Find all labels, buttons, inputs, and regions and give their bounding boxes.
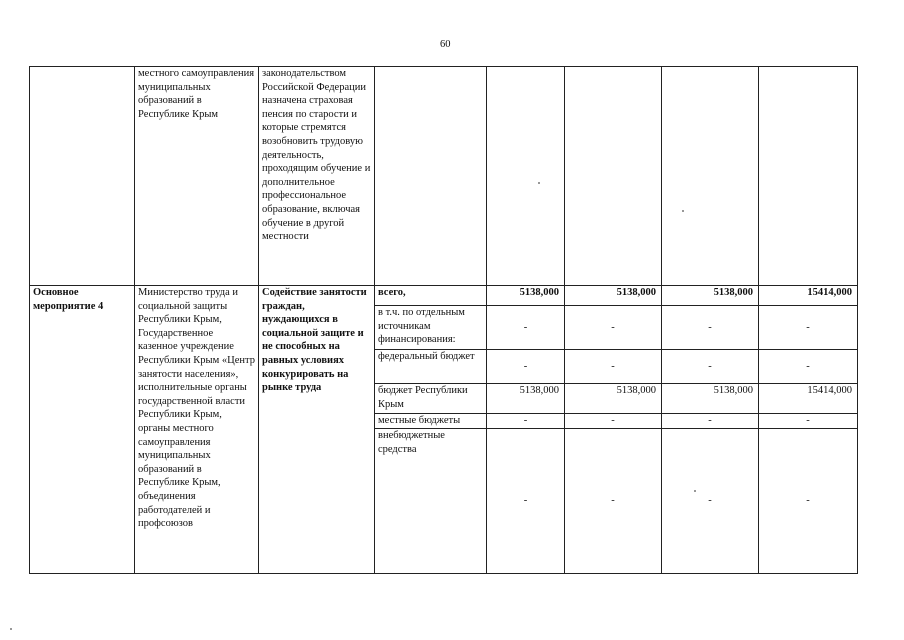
measure-executor-cell: Министерство труда и социальной защиты Республики Крым, Государственное казенное учреждение Республики Крым «Центр занятости населения», исполнительные органы государственной власти Республики Крым, органы местного самоуправления муниципальных образований в Республике Крым, объединения работодателей и профсоюзов <box>135 286 259 574</box>
scan-speck <box>538 182 540 184</box>
scan-speck <box>682 210 684 212</box>
funding-value-total: - <box>759 306 858 350</box>
funding-value-total: - <box>759 414 858 429</box>
funding-row-total <box>30 286 858 306</box>
measure-goal-cell: Содействие занятости граждан, нуждающихся в социальной защите и не способных на равных условиях конкурировать на рынке труда <box>259 286 375 574</box>
funding-value-year1: 5138,000 <box>487 286 565 306</box>
measure-name-cell: Основное мероприятие 4 <box>30 286 135 574</box>
scan-speck <box>694 490 696 492</box>
funding-value-year3: - <box>662 414 759 429</box>
program-table <box>29 66 858 574</box>
funding-value-year3: - <box>662 350 759 384</box>
funding-value-year1: 5138,000 <box>487 384 565 414</box>
target-group-cell: законодательством Российской Федерации назначена страховая пенсия по старости и которые стремятся возобновить трудовую деятельность, проходящим обучение и дополнительное профессиональное образование, включая обучение в другой местности <box>259 67 375 286</box>
funding-value-year1: - <box>487 306 565 350</box>
funding-value-year2: - <box>565 414 662 429</box>
funding-source: бюджет Республики Крым <box>375 384 487 414</box>
funding-value-total: 15414,000 <box>759 286 858 306</box>
funding-value-total: 15414,000 <box>759 384 858 414</box>
scan-speck <box>10 628 12 630</box>
funding-source: всего, <box>375 286 487 306</box>
funding-value-year2: - <box>565 429 662 574</box>
total-cell-empty <box>759 67 858 286</box>
funding-value-total: - <box>759 429 858 574</box>
funding-value-year2: 5138,000 <box>565 384 662 414</box>
value-cell-empty <box>565 67 662 286</box>
measure-cell-empty <box>30 67 135 286</box>
funding-value-year2: - <box>565 306 662 350</box>
funding-value-year3: 5138,000 <box>662 384 759 414</box>
value-cell-empty <box>662 67 759 286</box>
funding-value-year1: - <box>487 429 565 574</box>
funding-source: внебюджетные средства <box>375 429 487 574</box>
funding-value-year3: - <box>662 429 759 574</box>
funding-value-year3: 5138,000 <box>662 286 759 306</box>
value-cell-empty <box>487 67 565 286</box>
funding-source: местные бюджеты <box>375 414 487 429</box>
funding-source: федеральный бюджет <box>375 350 487 384</box>
table-row-continuation <box>30 67 858 286</box>
funding-value-total: - <box>759 350 858 384</box>
funding-value-year3: - <box>662 306 759 350</box>
funding-value-year2: 5138,000 <box>565 286 662 306</box>
funding-value-year2: - <box>565 350 662 384</box>
page-number: 60 <box>440 39 451 50</box>
funding-value-year1: - <box>487 350 565 384</box>
funding-value-year1: - <box>487 414 565 429</box>
source-cell-empty <box>375 67 487 286</box>
funding-source: в т.ч. по отдельным источникам финансирования: <box>375 306 487 350</box>
executor-cell: местного самоуправления муниципальных образований в Республике Крым <box>135 67 259 286</box>
